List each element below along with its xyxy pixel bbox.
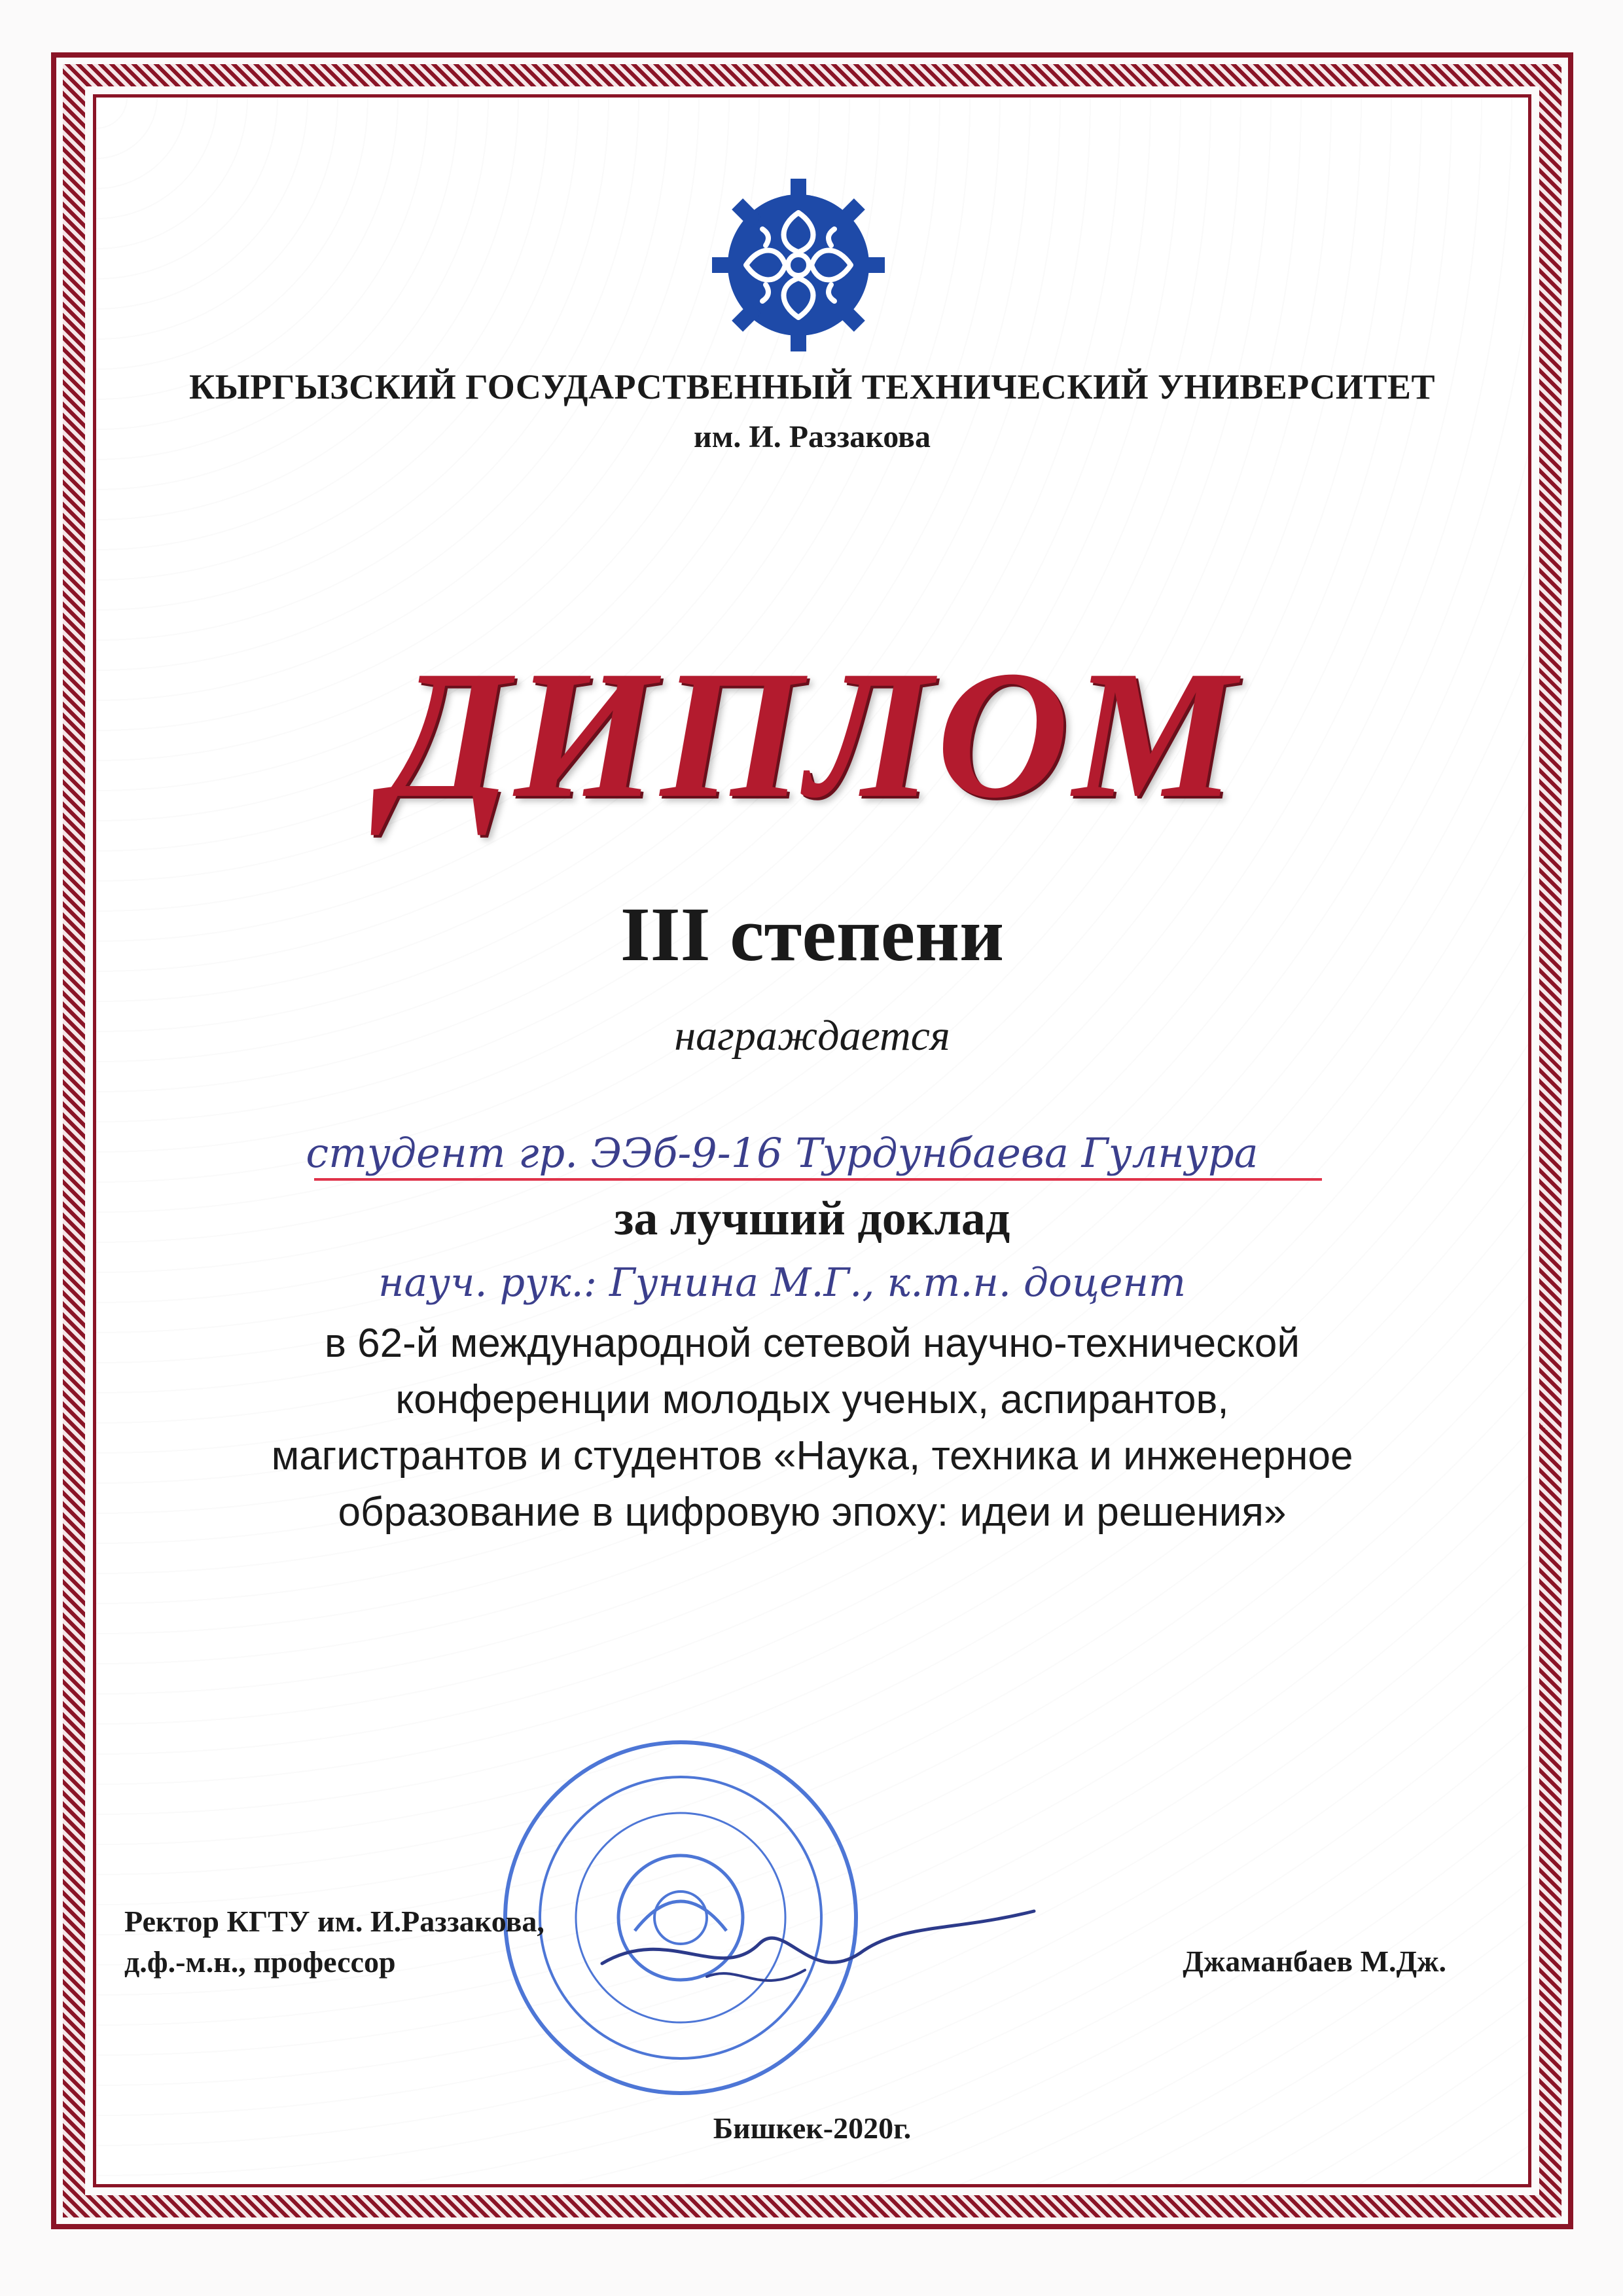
conference-line: образование в цифровую эпоху: идеи и решения» — [338, 1490, 1287, 1535]
rector-title: Ректор КГТУ им. И.Раззакова, — [124, 1905, 544, 1938]
university-gear-logo-icon — [700, 167, 897, 363]
rector-name: Джаманбаев М.Дж. — [1183, 1945, 1446, 1978]
diploma-degree: III степени — [620, 891, 1005, 977]
advisor-handwritten: науч. рук.: Гунина М.Г., к.т.н. доцент — [378, 1260, 1186, 1306]
conference-line: магистрантов и студентов «Наука, техника и инженерное — [271, 1433, 1353, 1479]
city-year: Бишкек-2020г. — [713, 2111, 912, 2145]
university-subname: им. И. Раззакова — [694, 420, 931, 454]
handwritten-signature — [589, 1885, 1047, 2016]
university-name: КЫРГЫЗСКИЙ ГОСУДАРСТВЕННЫЙ ТЕХНИЧЕСКИЙ УНИВЕРСИТЕТ — [189, 367, 1435, 406]
conference-description — [93, 1316, 1531, 1541]
recipient-underline — [314, 1178, 1322, 1181]
conference-line: в 62-й международной сетевой научно-технической — [324, 1321, 1300, 1366]
conference-line: конференции молодых ученых, аспирантов, — [395, 1377, 1229, 1422]
award-reason: за лучший доклад — [614, 1192, 1010, 1246]
awarded-label: награждается — [674, 1012, 950, 1060]
rector-signature-block — [124, 1901, 544, 1982]
recipient-handwritten: студент гр. ЭЭб-9-16 Турдунбаева Гулнура — [306, 1129, 1258, 1177]
rector-degree: д.ф.-м.н., профессор — [124, 1945, 396, 1979]
diploma-title: ДИПЛОМ — [384, 632, 1240, 836]
